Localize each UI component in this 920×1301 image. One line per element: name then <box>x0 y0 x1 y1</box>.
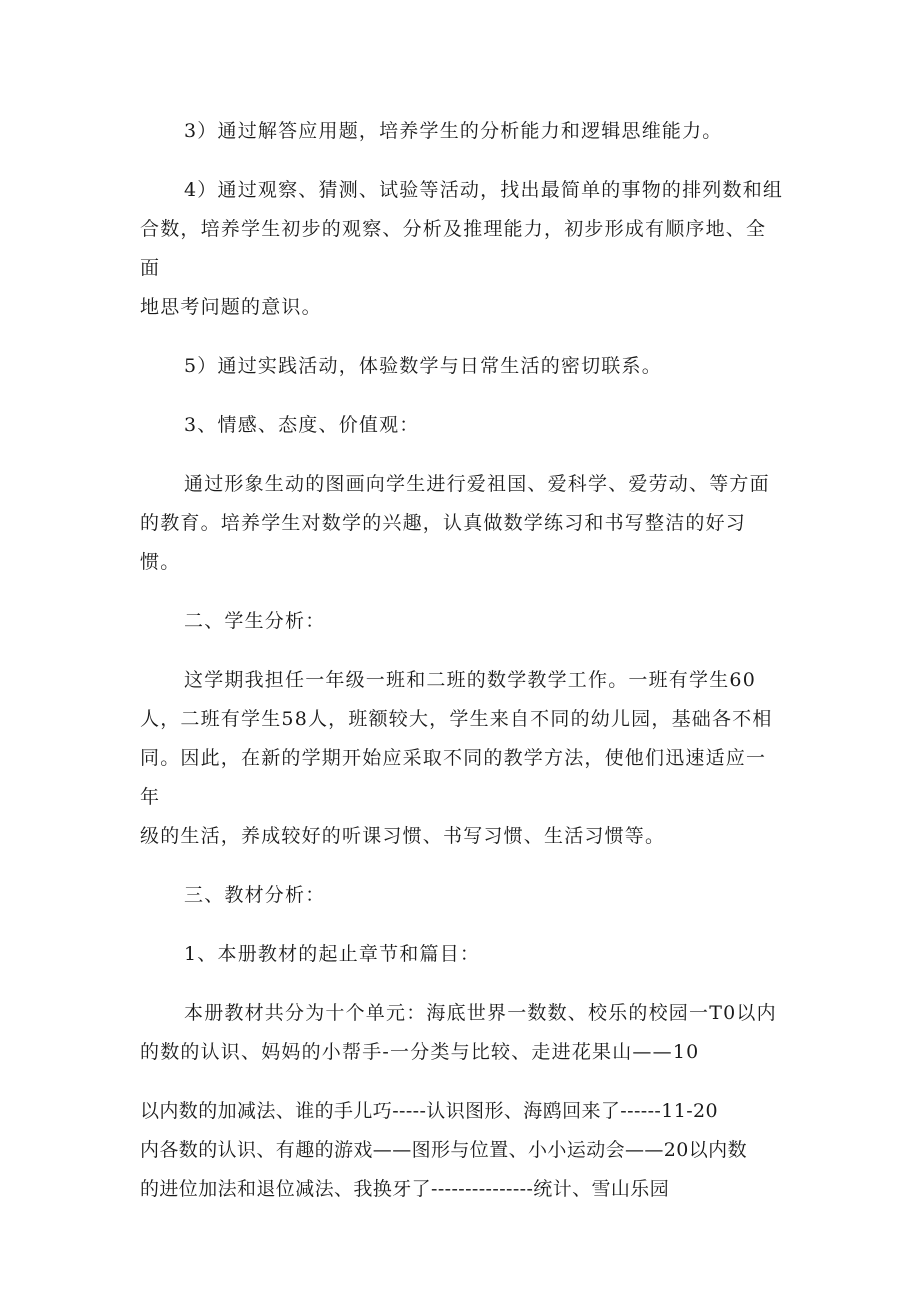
text-line: 人，二班有学生58人，班额较大，学生来自不同的幼儿园，基础各不相 <box>140 708 773 730</box>
text-line: 三、教材分析： <box>184 884 326 906</box>
heading-student-analysis <box>140 602 784 641</box>
text-line: 5）通过实践活动，体验数学与日常生活的密切联系。 <box>184 355 662 377</box>
text-line: 通过形象生动的图画向学生进行爱祖国、爱科学、爱劳动、等方面 <box>184 473 770 495</box>
paragraph-student-analysis <box>140 661 784 856</box>
text-line: 3、情感、态度、价值观： <box>184 414 420 436</box>
text-line: 地思考问题的意识。 <box>140 296 322 318</box>
text-line: 同。因此，在新的学期开始应采取不同的教学方法，使他们迅速适应一年 <box>140 747 767 808</box>
heading-chapters-and-titles <box>140 935 784 974</box>
paragraph-units-continued <box>140 1092 784 1209</box>
text-line: 1、本册教材的起止章节和篇目： <box>184 943 481 965</box>
text-line: 本册教材共分为十个单元：海底世界一数数、校乐的校园一T0以内 <box>184 1002 777 1024</box>
paragraph-objective-4 <box>140 171 784 327</box>
document-body <box>140 112 784 1229</box>
text-line: 这学期我担任一年级一班和二班的数学教学工作。一班有学生60 <box>184 669 756 691</box>
heading-textbook-analysis <box>140 876 784 915</box>
text-line: 的进位加法和退位减法、我换牙了---------------统计、雪山乐园 <box>140 1178 670 1200</box>
text-line: 合数，培养学生初步的观察、分析及推理能力，初步形成有顺序地、全面 <box>140 218 767 279</box>
text-line: 二、学生分析： <box>184 610 326 632</box>
paragraph-emotion-education <box>140 465 784 582</box>
text-line: 的数的认识、妈妈的小帮手-一分类与比较、走进花果山——10 <box>140 1041 700 1063</box>
paragraph-units-intro <box>140 994 784 1072</box>
paragraph-objective-3 <box>140 112 784 151</box>
paragraph-objective-5 <box>140 347 784 386</box>
text-line: 的教育。培养学生对数学的兴趣，认真做数学练习和书写整洁的好习惯。 <box>140 512 747 573</box>
heading-emotion-attitude-values <box>140 406 784 445</box>
text-line: 内各数的认识、有趣的游戏——图形与位置、小小运动会——20以内数 <box>140 1139 747 1161</box>
text-line: 3）通过解答应用题，培养学生的分析能力和逻辑思维能力。 <box>184 120 723 142</box>
text-line: 4）通过观察、猜测、试验等活动，找出最简单的事物的排列数和组 <box>184 179 784 201</box>
text-line: 以内数的加减法、谁的手儿巧-----认识图形、海鸥回来了------11-20 <box>140 1100 718 1122</box>
text-line: 级的生活，养成较好的听课习惯、书写习惯、生活习惯等。 <box>140 825 666 847</box>
